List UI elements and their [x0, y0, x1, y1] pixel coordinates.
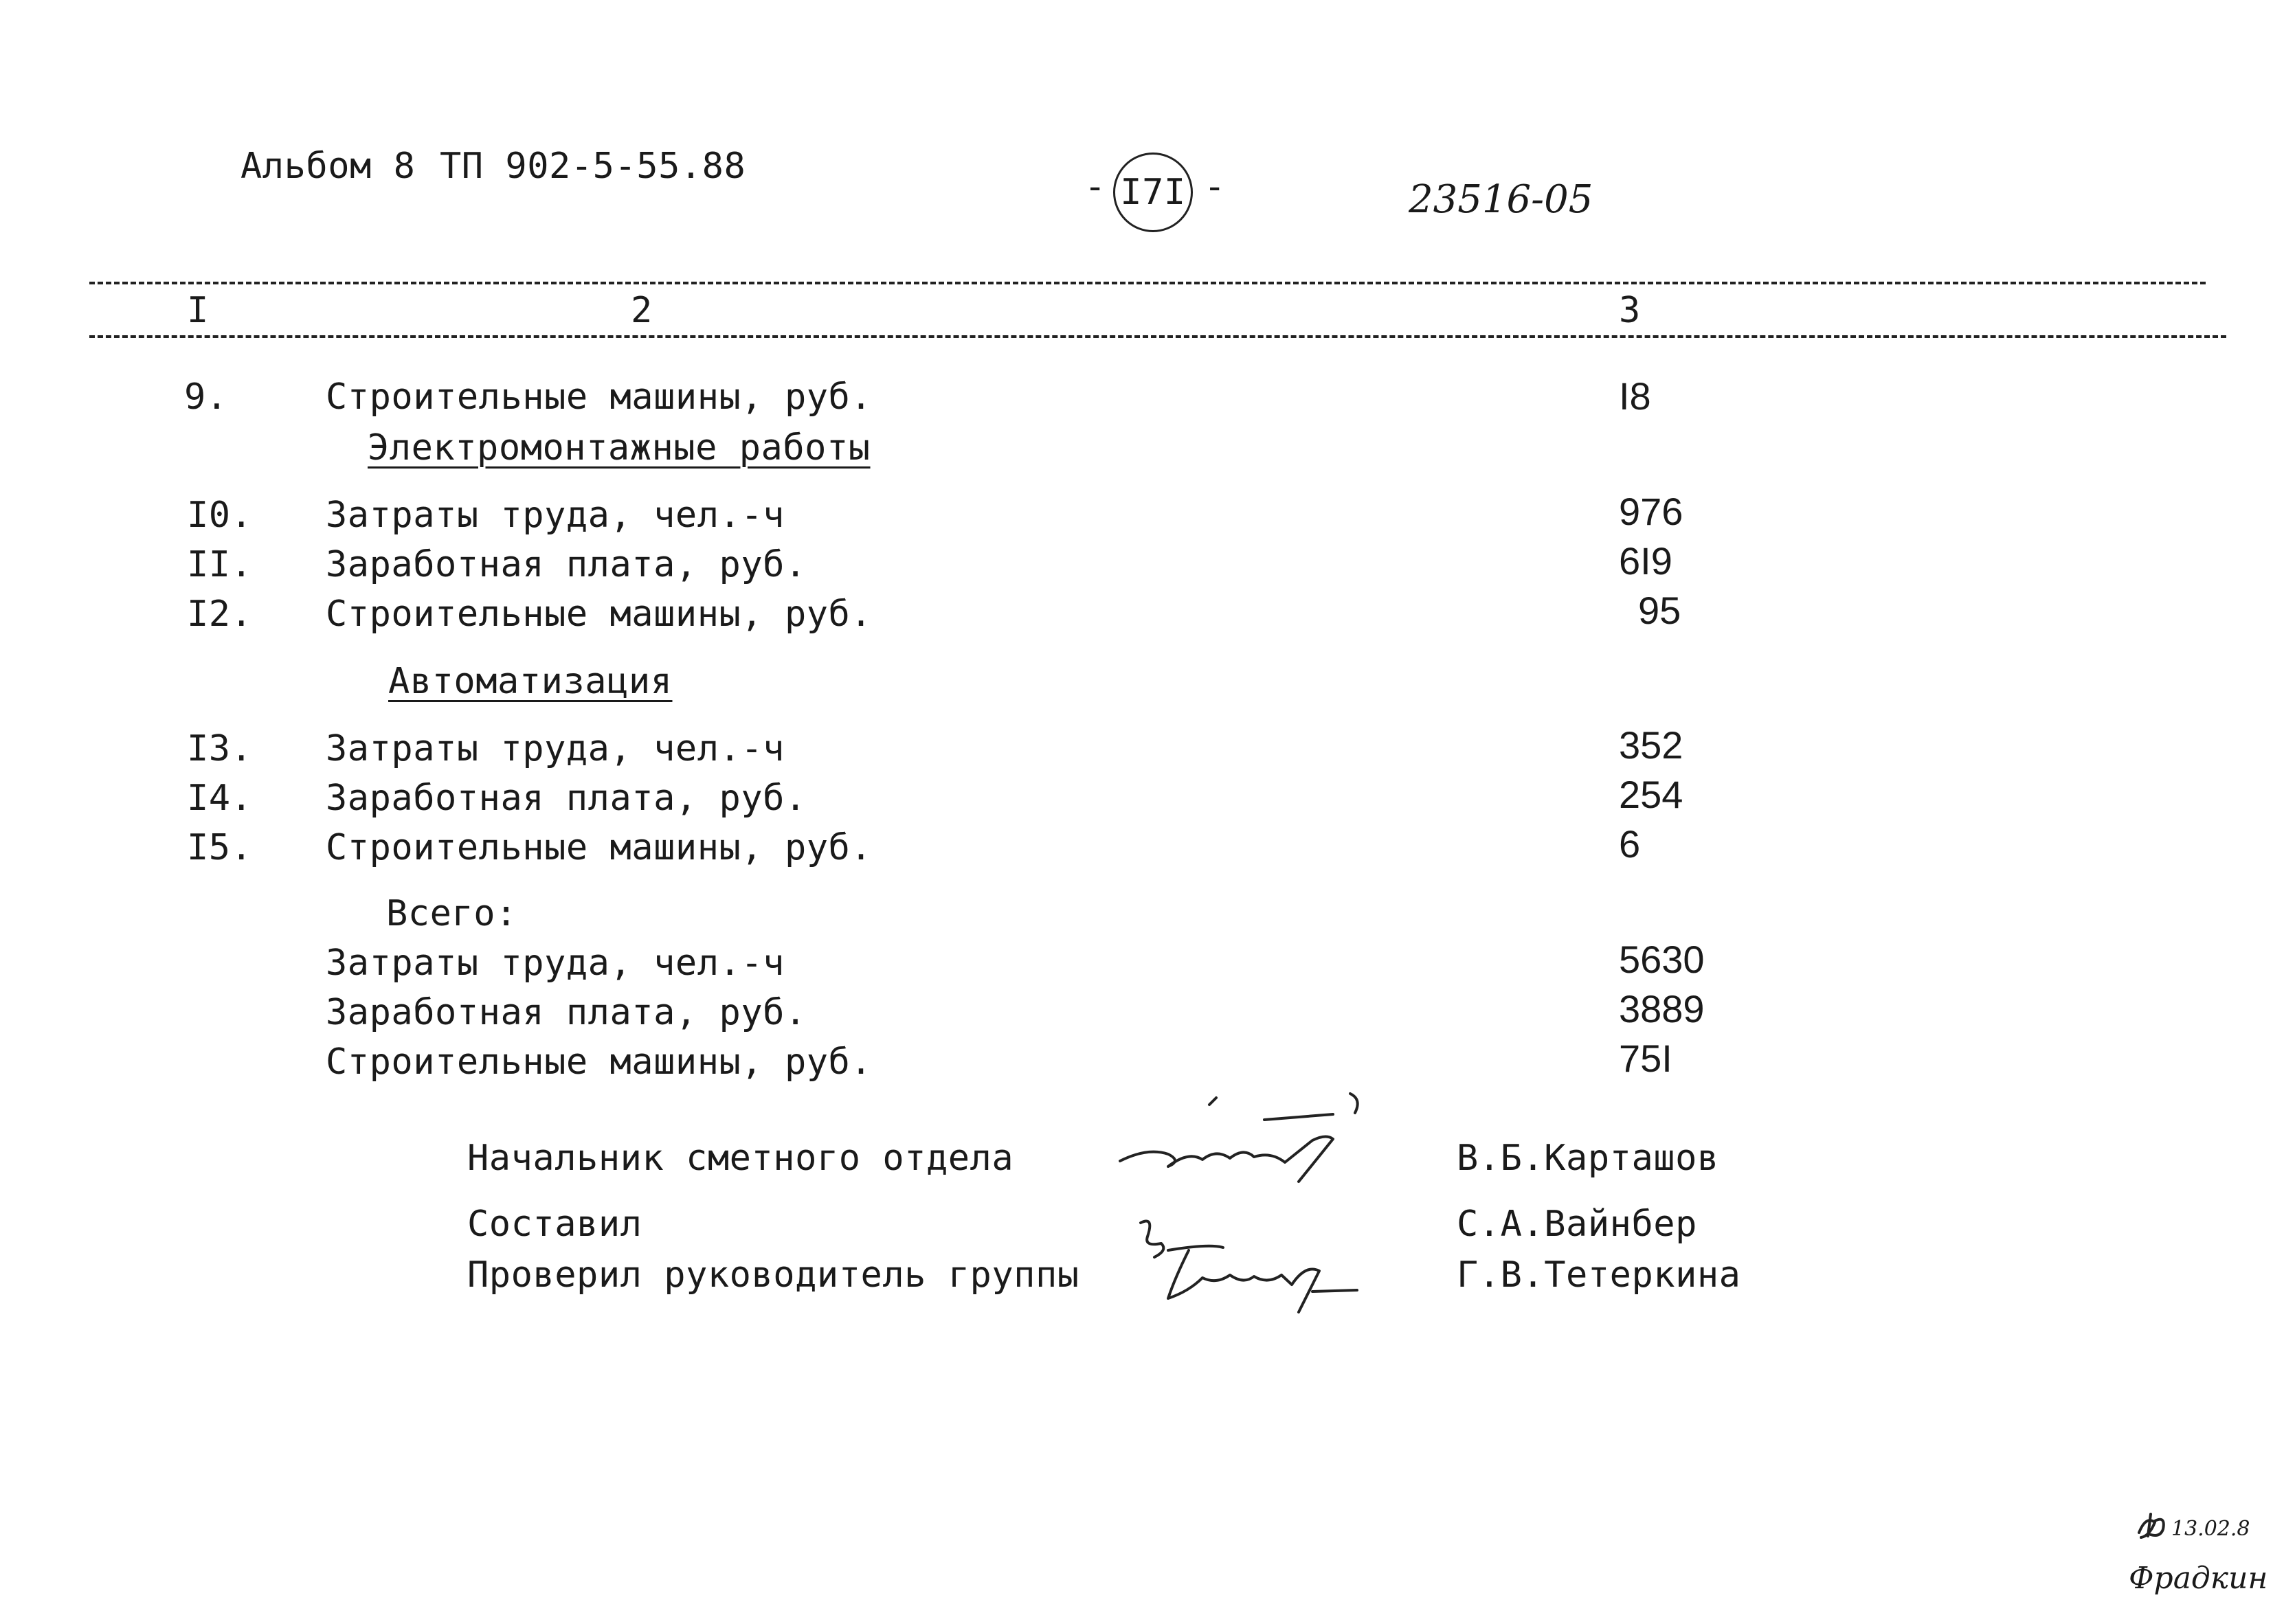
row-label: Затраты труда, чел.-ч [326, 728, 785, 769]
signature-role: Начальник сметного отдела [467, 1138, 1014, 1179]
row-number: I2. [187, 594, 253, 635]
row-number: II. [187, 544, 253, 585]
signature-name: В.Б.Карташов [1457, 1138, 1719, 1179]
page-number: I7I [1113, 153, 1193, 232]
signature-role: Составил [467, 1204, 642, 1245]
handwritten-signature-1 [1106, 1085, 1381, 1195]
total-row-label: Затраты труда, чел.-ч [326, 943, 785, 984]
project-code: ТП 902-5-55.88 [440, 146, 746, 187]
page-dash-left: - [1084, 166, 1106, 207]
table-header-rule [89, 335, 2226, 338]
section-title: Автоматизация [388, 661, 673, 702]
column-header-3: 3 [1619, 290, 1641, 331]
row-value: I8 [1619, 374, 1651, 418]
row-label: Заработная плата, руб. [326, 778, 807, 819]
row-number: I0. [187, 495, 253, 536]
signature-role: Проверил руководитель группы [467, 1254, 1079, 1296]
row-value: 352 [1619, 723, 1683, 767]
album-label: Альбом 8 [240, 146, 416, 187]
row-number: 9. [184, 376, 228, 418]
doc-code: 23516-05 [1409, 177, 1593, 222]
row-value: 254 [1619, 773, 1683, 816]
row-value: 6 [1619, 822, 1641, 866]
signature-name: Г.В.Тетеркина [1457, 1254, 1741, 1296]
total-title: Всего: [386, 893, 517, 934]
total-row-value: 5630 [1619, 938, 1705, 981]
row-label: Заработная плата, руб. [326, 544, 807, 585]
row-label: Строительные машины, руб. [326, 376, 873, 418]
section-title: Электромонтажные работы [368, 427, 871, 469]
row-value: 95 [1638, 589, 1681, 632]
page-dash-right: - [1204, 166, 1226, 207]
total-row-value: 75I [1619, 1037, 1672, 1080]
total-row-label: Строительные машины, руб. [326, 1041, 873, 1083]
stamp-initials [2136, 1509, 2170, 1543]
handwritten-signature-2 [1127, 1209, 1374, 1326]
stamp-note: Фрадкин [2129, 1561, 2268, 1596]
column-header-1: I [187, 290, 209, 331]
stamp-date: 13.02.8 [2171, 1517, 2250, 1541]
row-number: I4. [187, 778, 253, 819]
signature-name: С.А.Вайнбер [1457, 1204, 1697, 1245]
row-value: 976 [1619, 490, 1683, 533]
row-number: I3. [187, 728, 253, 769]
row-label: Строительные машины, руб. [326, 594, 873, 635]
row-label: Строительные машины, руб. [326, 827, 873, 868]
row-label: Затраты труда, чел.-ч [326, 495, 785, 536]
table-top-rule [89, 282, 2206, 284]
row-value: 6I9 [1619, 539, 1672, 583]
column-header-2: 2 [631, 290, 653, 331]
total-row-value: 3889 [1619, 987, 1705, 1030]
total-row-label: Заработная плата, руб. [326, 992, 807, 1033]
row-number: I5. [187, 827, 253, 868]
